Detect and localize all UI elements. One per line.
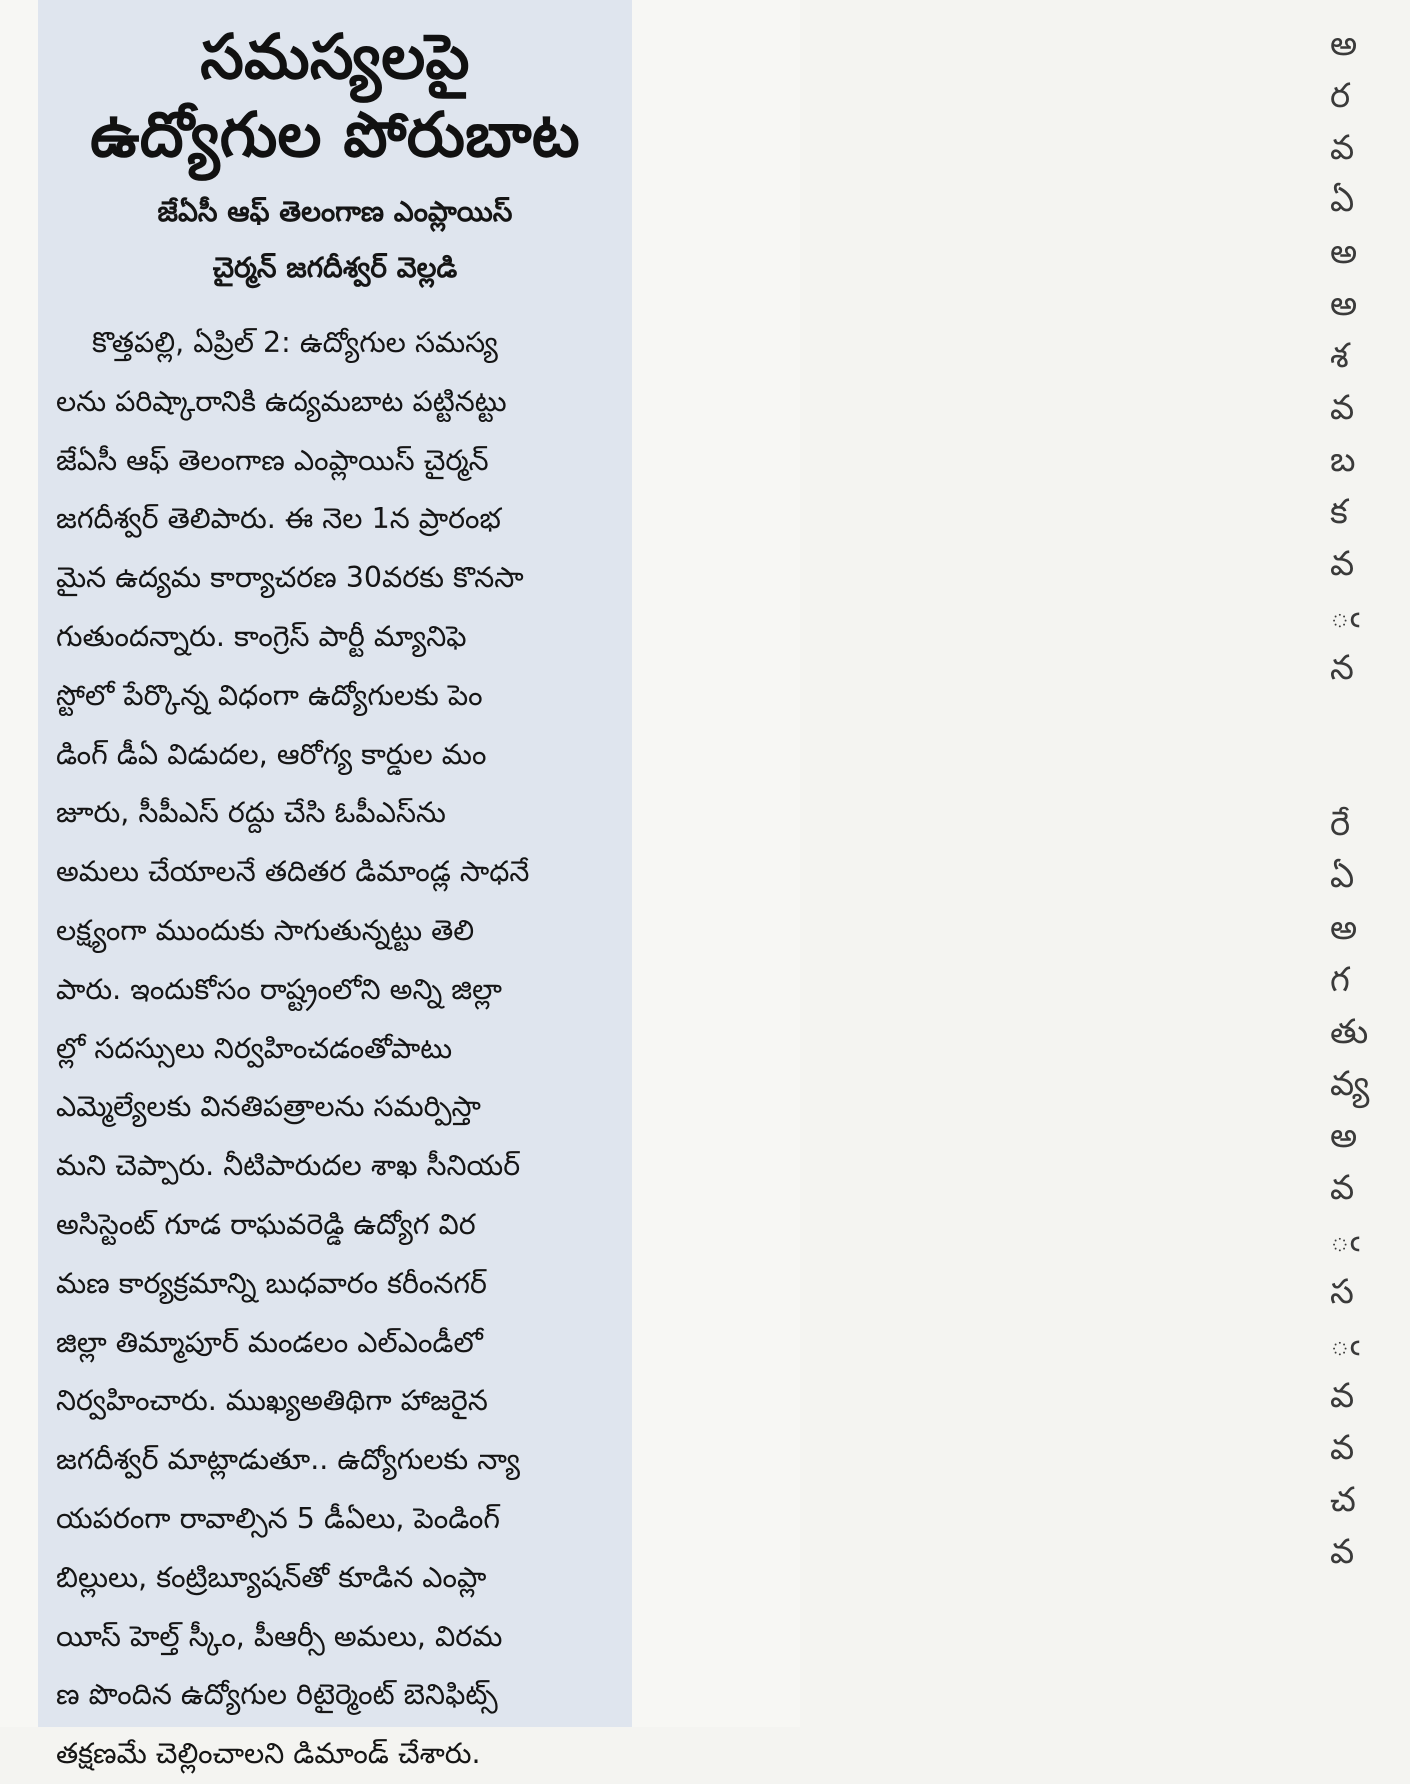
body-line: జూరు, సీపీఎస్ రద్దు చేసి ఓపీఎస్‌ను — [56, 796, 446, 830]
body-line: లను పరిష్కారానికి ఉద్యమబాట పట్టినట్టు — [56, 384, 507, 418]
subheadline — [56, 184, 614, 296]
adjacent-article-fragment: ఏ — [1330, 856, 1355, 896]
adjacent-article-fragment: రే — [1330, 804, 1351, 844]
adjacent-article-fragment: తు — [1330, 1012, 1369, 1052]
adjacent-article-fragment: వ — [1330, 388, 1355, 428]
body-line: జగదీశ్వర్ మాట్లాడుతూ.. ఉద్యోగులకు న్యా — [56, 1443, 520, 1477]
body-line: బిల్లులు, కంట్రిబ్యూషన్‌తో కూడిన ఎంప్లా — [56, 1560, 487, 1594]
adjacent-article-fragment: వ — [1330, 544, 1355, 584]
body-line: స్టోలో పేర్కొన్న విధంగా ఉద్యోగులకు పెం — [56, 678, 483, 712]
adjacent-article-fragment: చ — [1330, 1480, 1356, 1520]
adjacent-article-fragment: వ — [1330, 1376, 1355, 1416]
body-line: అసిస్టెంట్ గూడ రాఘవరెడ్డి ఉద్యోగ విర — [56, 1207, 476, 1241]
adjacent-article-fragment: వ — [1330, 1428, 1355, 1468]
body-line: యీస్ హెల్త్ స్కీం, పీఆర్సీ అమలు, విరమ — [56, 1619, 503, 1653]
body-line: జేఏసీ ఆఫ్ తెలంగాణ ఎంప్లాయిస్ చైర్మన్ — [56, 443, 489, 477]
adjacent-article-fragment: ఏ — [1330, 180, 1355, 220]
adjacent-article-fragment: గ — [1330, 960, 1350, 1000]
body-line: నిర్వహించారు. ముఖ్యఅతిథిగా హాజరైన — [56, 1384, 488, 1418]
adjacent-article-fragment: స — [1330, 1272, 1354, 1312]
body-line: తక్షణమే చెల్లించాలని డిమాండ్ చేశారు. — [56, 1737, 481, 1771]
left-margin — [0, 0, 38, 1727]
adjacent-article-fragment: వ — [1330, 1532, 1355, 1572]
body-line: యపరంగా రావాల్సిన 5 డీఏలు, పెండింగ్ — [56, 1501, 500, 1535]
subheadline-line-1: జేఏసీ ఆఫ్ తెలంగాణ ఎంప్లాయిస్ — [157, 195, 513, 228]
subheadline-line-2: చైర్మన్ జగదీశ్వర్ వెల్లడి — [212, 251, 458, 284]
adjacent-article-fragments — [1330, 18, 1410, 1578]
body-line: జగదీశ్వర్ తెలిపారు. ఈ నెల 1న ప్రారంభ — [56, 502, 501, 536]
adjacent-article-fragment: క — [1330, 492, 1348, 532]
body-line: ణ పొందిన ఉద్యోగుల రిటైర్మెంట్ బెనిఫిట్స్ — [56, 1678, 498, 1712]
body-line: పారు. ఇందుకోసం రాష్ట్రంలోని అన్ని జిల్లా — [56, 972, 502, 1006]
headline-line-1: సమస్యలపై — [200, 20, 470, 93]
article-body — [56, 314, 614, 1784]
body-line: లక్ష్యంగా ముందుకు సాగుతున్నట్టు తెలి — [56, 913, 475, 947]
body-line: కొత్తపల్లి, ఏప్రిల్ 2: ఉద్యోగుల సమస్య — [92, 326, 498, 359]
body-line: మని చెప్పారు. నీటిపారుదల శాఖ సీనియర్ — [56, 1149, 521, 1183]
body-line: అమలు చేయాలనే తదితర డిమాండ్ల సాధనే — [56, 855, 530, 889]
body-line: ల్లో సదస్సులు నిర్వహించడంతోపాటు — [56, 1031, 453, 1065]
adjacent-article-fragment: శ — [1330, 336, 1349, 376]
adjacent-article-fragment: అ — [1330, 908, 1358, 948]
adjacent-article-fragment: న — [1330, 648, 1354, 688]
adjacent-article-fragment: వ్య — [1330, 1064, 1370, 1104]
adjacent-article-fragment: అ — [1330, 24, 1358, 64]
body-line: జిల్లా తిమ్మాపూర్ మండలం ఎల్‌ఎండీలో — [56, 1325, 483, 1359]
article-column — [38, 0, 632, 1771]
headline-line-2: ఉద్యోగుల పోరుబాట — [90, 98, 580, 171]
adjacent-article-fragment: ఁ — [1330, 1220, 1360, 1260]
body-line: మణ కార్యక్రమాన్ని బుధవారం కరీంనగర్ — [56, 1266, 487, 1300]
body-line: గుతుందన్నారు. కాంగ్రెస్ పార్టీ మ్యానిఫె — [56, 619, 467, 653]
headline — [56, 18, 614, 174]
adjacent-article-fragment: ఁ — [1330, 1324, 1360, 1364]
body-line: ఎమ్మెల్యేలకు వినతిపత్రాలను సమర్పిస్తా — [56, 1090, 481, 1124]
adjacent-article-fragment: వ — [1330, 128, 1355, 168]
adjacent-article-fragment — [1330, 746, 1410, 798]
adjacent-article-strip — [632, 0, 1370, 1727]
adjacent-article-fragment: ఁ — [1330, 596, 1360, 636]
adjacent-article-fragment: అ — [1330, 1116, 1358, 1156]
adjacent-article-fragment: బ — [1330, 440, 1356, 480]
adjacent-article-fragment: వ — [1330, 1168, 1355, 1208]
adjacent-article-fragment: అ — [1330, 232, 1358, 272]
body-line: మైన ఉద్యమ కార్యాచరణ 30వరకు కొనసా — [56, 561, 524, 595]
body-line: డింగ్ డీఏ విడుదల, ఆరోగ్య కార్డుల మం — [56, 737, 487, 771]
adjacent-article-fragment: ర — [1330, 76, 1351, 116]
adjacent-article-fragment — [1330, 694, 1410, 746]
adjacent-article-fragment: అ — [1330, 284, 1358, 324]
